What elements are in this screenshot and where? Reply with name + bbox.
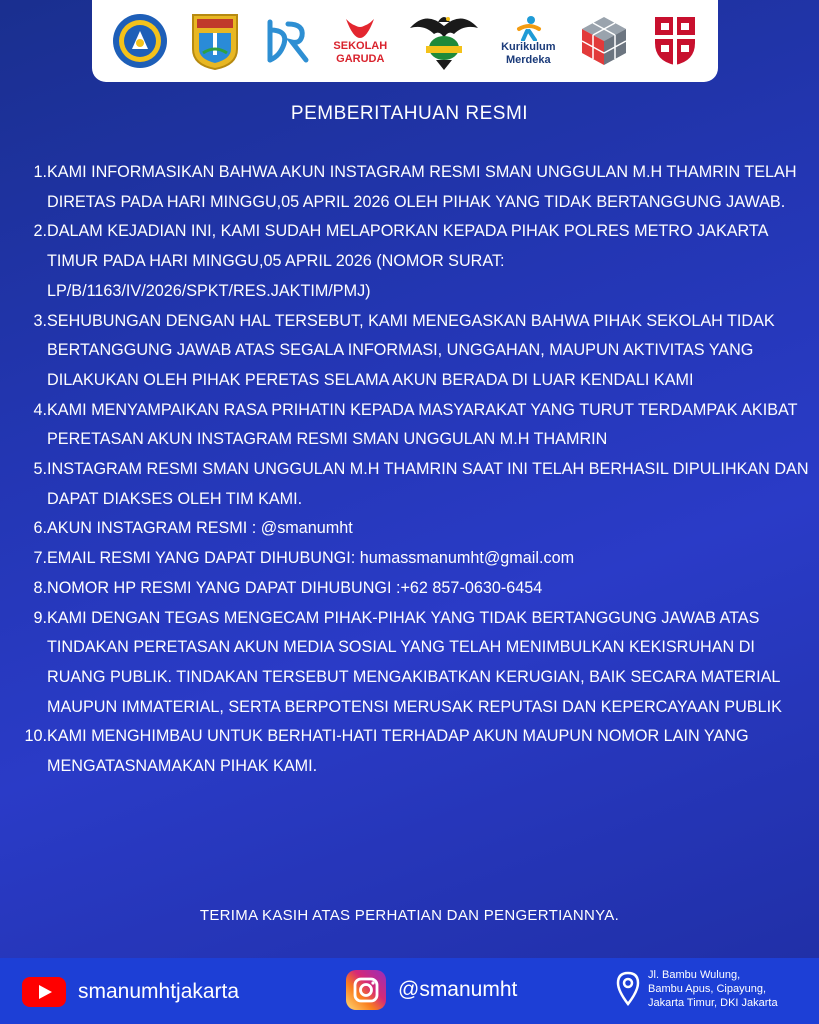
list-item-number: 2.	[33, 222, 47, 241]
kurikulum-line2: Merdeka	[505, 54, 551, 66]
jaya-raya-logo	[189, 8, 241, 74]
list-item	[14, 158, 809, 217]
cube-logo	[576, 8, 632, 74]
thanks-text: TERIMA KASIH ATAS PERHATIAN DAN PENGERTIANNYA.	[199, 907, 620, 924]
kurikulum-line1: Kurikulum	[501, 41, 556, 53]
instagram-handle: @smanumht	[398, 978, 518, 1001]
youtube-link[interactable]	[22, 977, 239, 1007]
tutwuri-logo	[112, 8, 168, 74]
footer-bar	[0, 958, 819, 1024]
dr-logo	[262, 8, 312, 74]
list-item-text: KAMI MENYAMPAIKAN RASA PRIHATIN KEPADA MASYARAKAT YANG TURUT TERDAMPAK AKIBAT PERETASAN AKUN INSTAGRAM RESMI SMAN UNGGULAN M.H THAMRIN	[47, 400, 798, 449]
sekolah-garuda-line2: GARUDA	[336, 53, 385, 65]
list-item	[14, 604, 809, 723]
address-block	[616, 968, 778, 1010]
list-item-text: EMAIL RESMI YANG DAPAT DIHUBUNGI: humassmanumht@gmail.com	[47, 549, 575, 568]
list-item-number: 1.	[33, 163, 47, 181]
location-pin-icon	[616, 971, 640, 1007]
kurikulum-merdeka-logo	[501, 8, 555, 74]
sman-unggulan-logo	[408, 8, 480, 74]
list-item-text: KAMI INFORMASIKAN BAHWA AKUN INSTAGRAM RESMI SMAN UNGGULAN M.H THAMRIN TELAH DIRETAS PADA HARI MINGGU,05 APRIL 2026 OLEH PIHAK YANG TIDAK BERTANGGUNG JAWAB.	[47, 163, 797, 211]
address-line: Jakarta Timur, DKI Jakarta	[648, 997, 778, 1009]
address-line: Jl. Bambu Wulung,	[648, 969, 741, 981]
youtube-icon	[22, 977, 66, 1007]
list-item-text: SEHUBUNGAN DENGAN HAL TERSEBUT, KAMI MENEGASKAN BAHWA PIHAK SEKOLAH TIDAK BERTANGGUNG JAWAB ATAS SEGALA INFORMASI, UNGGAHAN, MAUPUN AKTIVITAS YANG DILAKUKAN OLEH PIHAK PERETAS SELAMA AKUN BERADA DI LUAR KENDALI KAMI	[47, 311, 775, 389]
list-item-number: 9.	[33, 608, 47, 627]
address-line: Bambu Apus, Cipayung,	[648, 983, 767, 995]
cambridge-crest-logo	[653, 8, 697, 74]
sekolah-garuda-logo	[333, 8, 387, 74]
list-item	[14, 396, 809, 455]
list-item-number: 8.	[33, 578, 47, 597]
logo-bar	[92, 0, 718, 82]
list-item-text: INSTAGRAM RESMI SMAN UNGGULAN M.H THAMRIN SAAT INI TELAH BERHASIL DIPULIHKAN DAN DAPAT DIAKSES OLEH TIM KAMI.	[47, 460, 809, 508]
list-item-text: KAMI MENGHIMBAU UNTUK BERHATI-HATI TERHADAP AKUN MAUPUN NOMOR LAIN YANG MENGATASNAMAKAN PIHAK KAMI.	[47, 727, 749, 776]
list-item	[14, 307, 809, 396]
list-item	[14, 544, 809, 574]
page-title: PEMBERITAHUAN RESMI	[290, 103, 529, 124]
list-item-number: 3.	[33, 311, 47, 330]
list-item	[14, 217, 809, 306]
list-item-number: 10.	[24, 727, 47, 746]
sekolah-garuda-line1: SEKOLAH	[333, 40, 388, 52]
list-item-number: 6.	[33, 519, 47, 538]
instagram-link[interactable]	[346, 970, 517, 1010]
list-item	[14, 455, 809, 514]
list-item-number: 4.	[33, 400, 47, 419]
instagram-icon	[346, 970, 386, 1010]
notice-list	[14, 158, 809, 782]
youtube-handle: smanumhtjakarta	[78, 980, 240, 1003]
list-item	[14, 574, 809, 604]
list-item-text: NOMOR HP RESMI YANG DAPAT DIHUBUNGI :+62 857-0630-6454	[47, 578, 543, 597]
list-item-number: 7.	[33, 549, 47, 568]
list-item-text: AKUN INSTAGRAM RESMI : @smanumht	[47, 519, 353, 538]
list-item-text: KAMI DENGAN TEGAS MENGECAM PIHAK-PIHAK YANG TIDAK BERTANGGUNG JAWAB ATAS TINDAKAN PERETASAN AKUN MEDIA SOSIAL YANG TELAH MENIMBULKAN KEKISRUHAN DI RUANG PUBLIK. TINDAKAN TERSEBUT MENGAKIBATKAN KERUGIAN, BAIK SECARA MATERIAL MAUPUN IMMATERIAL, SERTA BERPOTENSI MERUSAK REPUTASI DAN KEPERCAYAAN PUBLIK	[47, 608, 782, 716]
list-item	[14, 514, 809, 544]
list-item-text: DALAM KEJADIAN INI, KAMI SUDAH MELAPORKAN KEPADA PIHAK POLRES METRO JAKARTA TIMUR PADA HARI MINGGU,05 APRIL 2026 (NOMOR SURAT: LP/B/1163/IV/2026/SPKT/RES.JAKTIM/PMJ)	[47, 222, 768, 300]
list-item	[14, 722, 809, 781]
list-item-number: 5.	[33, 460, 47, 479]
